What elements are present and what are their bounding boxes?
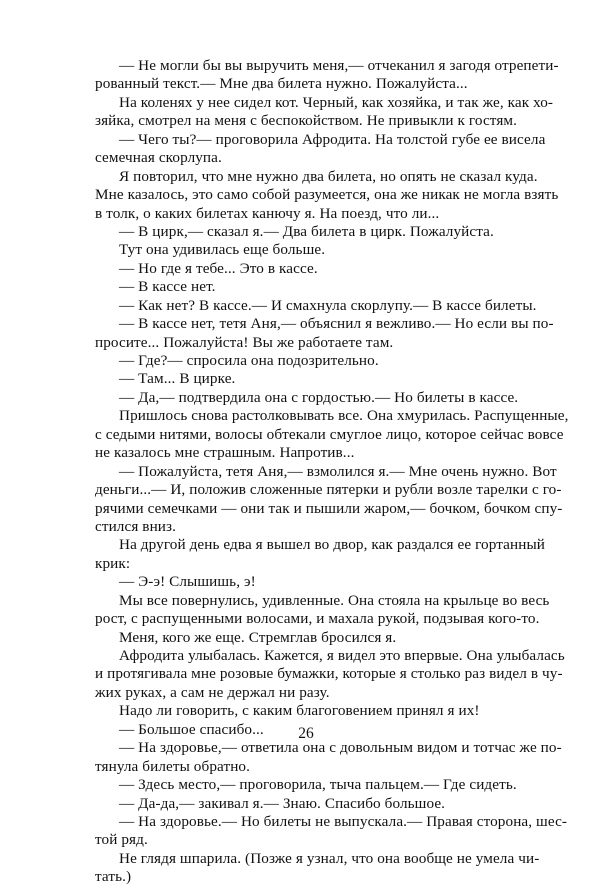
text-line: Мне казалось, это само собой разумеется, она же никак не могла взять — [95, 186, 559, 204]
text-line: просите... Пожалуйста! Вы же работаете там. — [95, 333, 394, 351]
text-line: зяйка, смотрел на меня с беспокойством. Не привыкли к гостям. — [95, 112, 518, 130]
text-line: рованный текст.— Мне два билета нужно. Пожалуйста... — [95, 75, 468, 93]
text-line: той ряд. — [95, 831, 148, 849]
body-text — [95, 57, 569, 887]
text-line: рост, с распущенными волосами, и махала рукой, подзывая кого-то. — [95, 610, 540, 628]
text-line: — Где?— спросила она подозрительно. — [119, 352, 379, 369]
text-line: Меня, кого же еще. Стремглав бросился я. — [119, 628, 397, 646]
text-line: с седыми нитями, волосы обтекали смуглое лицо, которое сейчас вовсе — [95, 425, 564, 443]
text-line: — Здесь место,— проговорила, тыча пальцем.— Где сидеть. — [119, 776, 517, 794]
text-line: — В цирк,— сказал я.— Два билета в цирк. Пожалуйста. — [119, 222, 494, 240]
text-line: рячими семечками — они так и пышили жаром,— бочком, бочком спу- — [95, 499, 563, 517]
text-line: жих руках, а сам не держал ни разу. — [95, 683, 330, 701]
text-line: в толк, о каких билетах канючу я. На поезд, что ли... — [95, 204, 440, 222]
text-line: — Чего ты?— проговорила Афродита. На толстой губе ее висела — [119, 130, 546, 148]
text-line: Не глядя шпарила. (Позже я узнал, что она вообще не умела чи- — [119, 849, 540, 867]
text-line: — Да-да,— закивал я.— Знаю. Спасибо большое. — [119, 794, 446, 812]
text-line: — Большое спасибо... — [119, 720, 264, 738]
text-line: — Не могли бы вы выручить меня,— отчеканил я загодя отрепети- — [119, 57, 559, 74]
text-line: — В кассе нет, тетя Аня,— объяснил я вежливо.— Но если вы по- — [119, 315, 554, 333]
text-line: стился вниз. — [95, 517, 177, 535]
text-line: тать.) — [95, 868, 132, 886]
text-line: — Пожалуйста, тетя Аня,— взмолился я.— Мне очень нужно. Вот — [119, 462, 557, 480]
text-line: — Но где я тебе... Это в кассе. — [119, 259, 318, 277]
text-line: Афродита улыбалась. Кажется, я видел это впервые. Она улыбалась — [119, 647, 565, 664]
text-line: Надо ли говорить, с каким благоговением принял я их! — [119, 702, 480, 720]
text-line: — Там... В цирке. — [119, 370, 236, 388]
text-line: — В кассе нет. — [119, 278, 216, 296]
text-line: Пришлось снова растолковывать все. Она хмурилась. Распущенные, — [119, 407, 569, 425]
text-line: Мы все повернулись, удивленные. Она стояла на крыльце во весь — [119, 591, 550, 609]
text-line: крик: — [95, 554, 131, 572]
text-line: и протягивала мне розовые бумажки, которые я столько раз видел в чу- — [95, 665, 563, 683]
text-line: На коленях у нее сидел кот. Черный, как хозяйка, и так же, как хо- — [119, 93, 554, 111]
text-line: Тут она удивилась еще больше. — [119, 241, 326, 259]
text-line: — На здоровье.— Но билеты не выпускала.— Правая сторона, шес- — [119, 812, 568, 830]
text-line: Я повторил, что мне нужно два билета, но опять не сказал куда. — [119, 167, 538, 185]
text-line: На другой день едва я вышел во двор, как раздался ее гортанный — [119, 536, 545, 554]
text-line: — Как нет? В кассе.— И смахнула скорлупу.— В кассе билеты. — [119, 296, 537, 314]
page-number: 26 — [298, 725, 314, 742]
text-line: — Э-э! Слышишь, э! — [119, 573, 256, 591]
text-line: тянула билеты обратно. — [95, 757, 251, 775]
text-line: семечная скорлупа. — [95, 149, 222, 167]
text-line: деньги...— И, положив сложенные пятерки и рубли возле тарелки с го- — [95, 481, 562, 499]
text-line: — Да,— подтвердила она с гордостью.— Но билеты в кассе. — [119, 388, 519, 406]
text-line: не казалось мне страшным. Напротив... — [95, 444, 355, 462]
text-line: — На здоровье,— ответила она с довольным видом и тотчас же по- — [119, 739, 562, 757]
